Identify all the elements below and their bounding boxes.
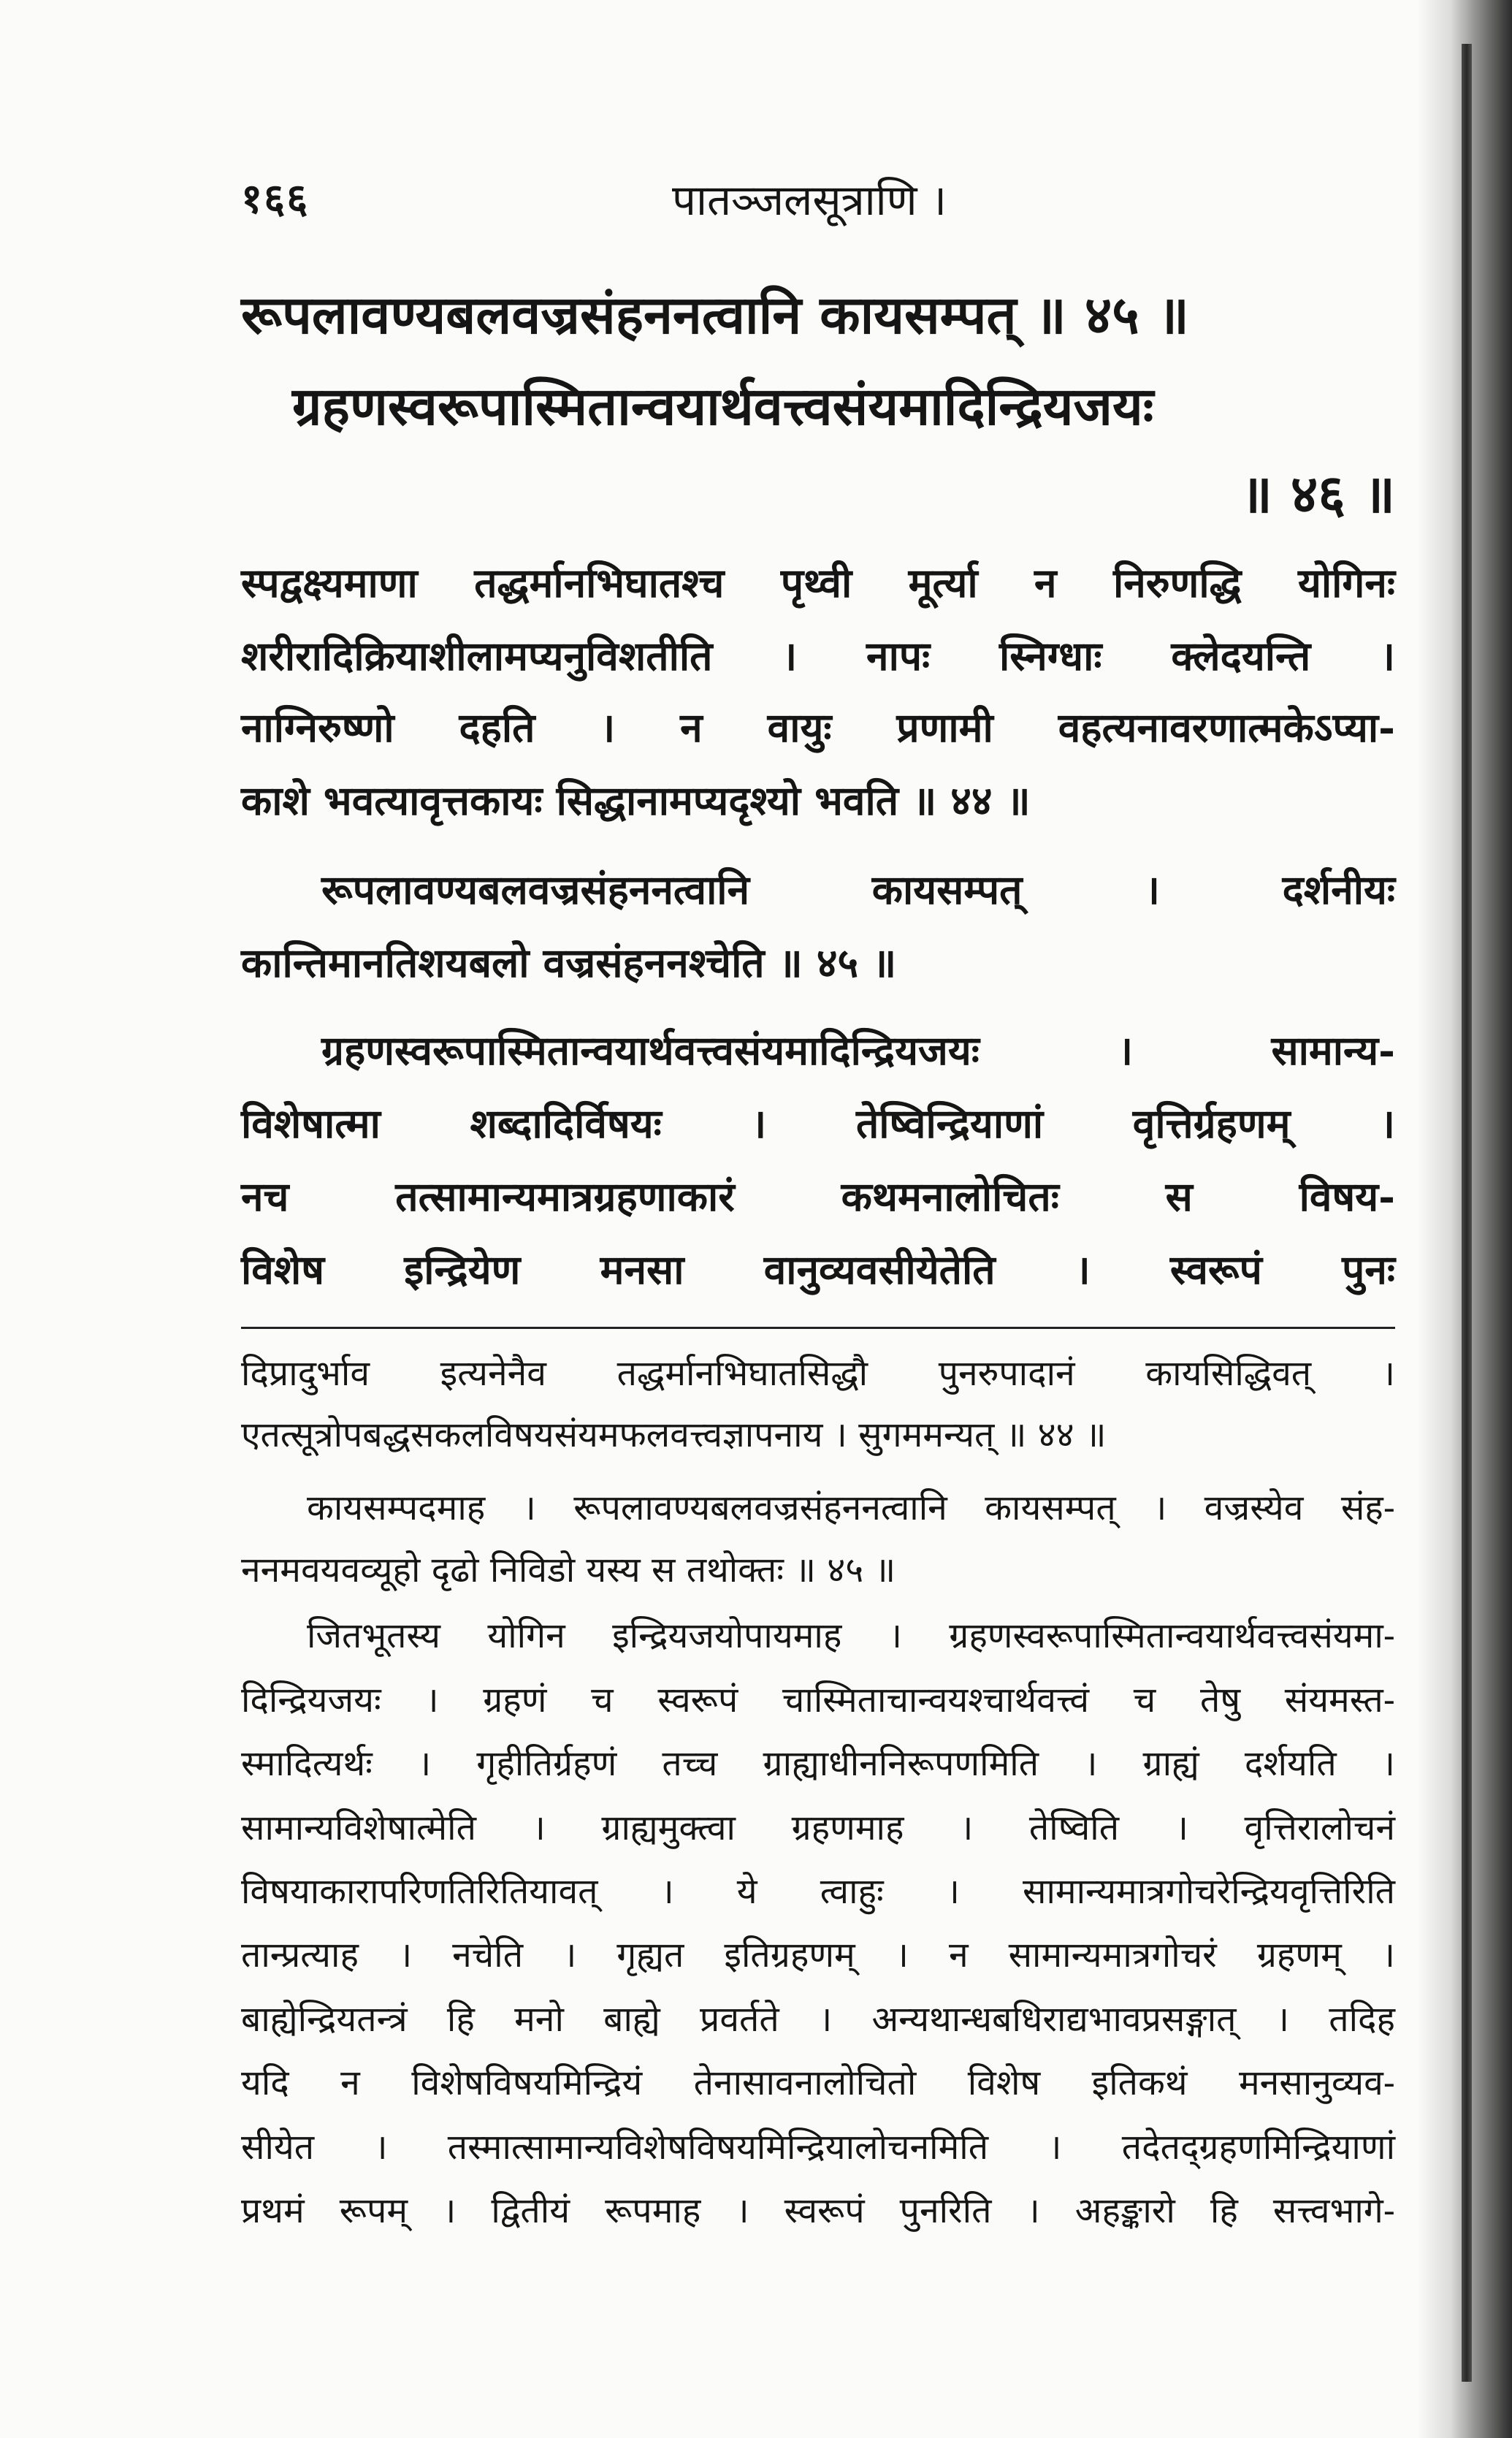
bhashya-line: शरीरादिक्रियाशीलामप्यनुविशतीति । नापः स्निग्धाः क्लेदयन्ति । [241, 632, 1395, 679]
tika-line: सामान्यविशेषात्मेति । ग्राह्यमुक्त्वा ग्रहणमाह । तेष्विति । वृत्तिरालोचनं [241, 1807, 1395, 1848]
tika-line: यदि न विशेषविषयमिन्द्रियं तेनासावनालोचितो विशेष इतिकथं मनसानुव्यव- [241, 2062, 1395, 2103]
running-title: पातञ्जलसूत्राणि । [672, 175, 947, 225]
bhashya-line: काशे भवत्यावृत्तकायः सिद्धानामप्यदृश्यो भवति ॥ ४४ ॥ [241, 777, 1031, 824]
bhashya-line: नाग्निरुष्णो दहति । न वायुः प्रणामी वहत्यनावरणात्मकेऽप्या- [241, 704, 1395, 751]
bhashya-line: रूपलावण्यबलवज्रसंहननत्वानि कायसम्पत् । दर्शनीयः [321, 866, 1395, 913]
page-number: १६६ [241, 175, 310, 223]
tika-line: बाह्येन्द्रियतन्त्रं हि मनो बाह्ये प्रवर्तते । अन्यथान्धबधिराद्यभावप्रसङ्गात् । तदिह [241, 1999, 1395, 2040]
sutra-46-text: ग्रहणस्वरूपास्मितान्वयार्थवत्त्वसंयमादिन्द्रियजयः [292, 375, 1154, 437]
book-spine-edge [1462, 44, 1472, 2382]
tika-line: तान्प्रत्याह । नचेति । गृह्यत इतिग्रहणम् । न सामान्यमात्रगोचरं ग्रहणम् । [241, 1935, 1395, 1976]
footnote-separator [241, 1327, 1395, 1329]
sutra-46-number: ॥ ४६ ॥ [1240, 462, 1395, 525]
bhashya-line: नच तत्सामान्यमात्रग्रहणाकारं कथमनालोचितः स विषय- [241, 1173, 1395, 1220]
tika-line: विषयाकारापरिणतिरितियावत् । ये त्वाहुः । सामान्यमात्रगोचरेन्द्रियवृत्तिरिति [241, 1871, 1395, 1912]
tika-line: दिन्द्रियजयः । ग्रहणं च स्वरूपं चास्मिताचान्वयश्चार्थवत्त्वं च तेषु संयमस्त- [241, 1680, 1395, 1721]
tika-line: ननमवयवव्यूहो दृढो निविडो यस्य स तथोक्तः ॥ ४५ ॥ [241, 1550, 896, 1591]
tika-line: सीयेत । तस्मात्सामान्यविशेषविषयमिन्द्रियालोचनमिति । तदेतद्ग्रहणमिन्द्रियाणां [241, 2127, 1395, 2168]
tika-line: दिप्रादुर्भाव इत्यनेनैव तद्धर्मानभिघातसिद्धौ पुनरुपादानं कायसिद्धिवत् । [241, 1353, 1395, 1394]
bhashya-line: विशेष इन्द्रियेण मनसा वानुव्यवसीयेतेति । स्वरूपं पुनः [241, 1246, 1395, 1293]
bhashya-line: कान्तिमानतिशयबलो वज्रसंहननश्चेति ॥ ४५ ॥ [241, 939, 897, 986]
page-header [241, 169, 1359, 235]
tika-line: जितभूतस्य योगिन इन्द्रियजयोपायमाह । ग्रहणस्वरूपास्मितान्वयार्थवत्त्वसंयमा- [307, 1615, 1395, 1656]
bhashya-line: विशेषात्मा शब्दादिर्विषयः । तेष्विन्द्रियाणां वृत्तिर्ग्रहणम् । [241, 1100, 1395, 1147]
tika-line: कायसम्पदमाह । रूपलावण्यबलवज्रसंहननत्वानि कायसम्पत् । वज्रस्येव संह- [307, 1487, 1395, 1528]
bhashya-line: ग्रहणस्वरूपास्मितान्वयार्थवत्त्वसंयमादिन्द्रियजयः । सामान्य- [321, 1026, 1395, 1074]
tika-line: स्मादित्यर्थः । गृहीतिर्ग्रहणं तच्च ग्राह्याधीननिरूपणमिति । ग्राह्यं दर्शयति । [241, 1743, 1395, 1784]
tika-line: प्रथमं रूपम् । द्वितीयं रूपमाह । स्वरूपं पुनरिति । अहङ्कारो हि सत्त्वभागे- [241, 2190, 1395, 2231]
tika-line: एतत्सूत्रोपबद्धसकलविषयसंयमफलवत्त्वज्ञापनाय । सुगममन्यत् ॥ ४४ ॥ [241, 1414, 1107, 1455]
sutra-45: रूपलावण्यबलवज्रसंहननत्वानि कायसम्पत् ॥ ४५ ॥ [241, 283, 1189, 346]
bhashya-line: स्पद्वक्ष्यमाणा तद्धर्मानभिघातश्च पृथ्वी मूर्त्या न निरुणद्धि योगिनः [241, 559, 1395, 606]
